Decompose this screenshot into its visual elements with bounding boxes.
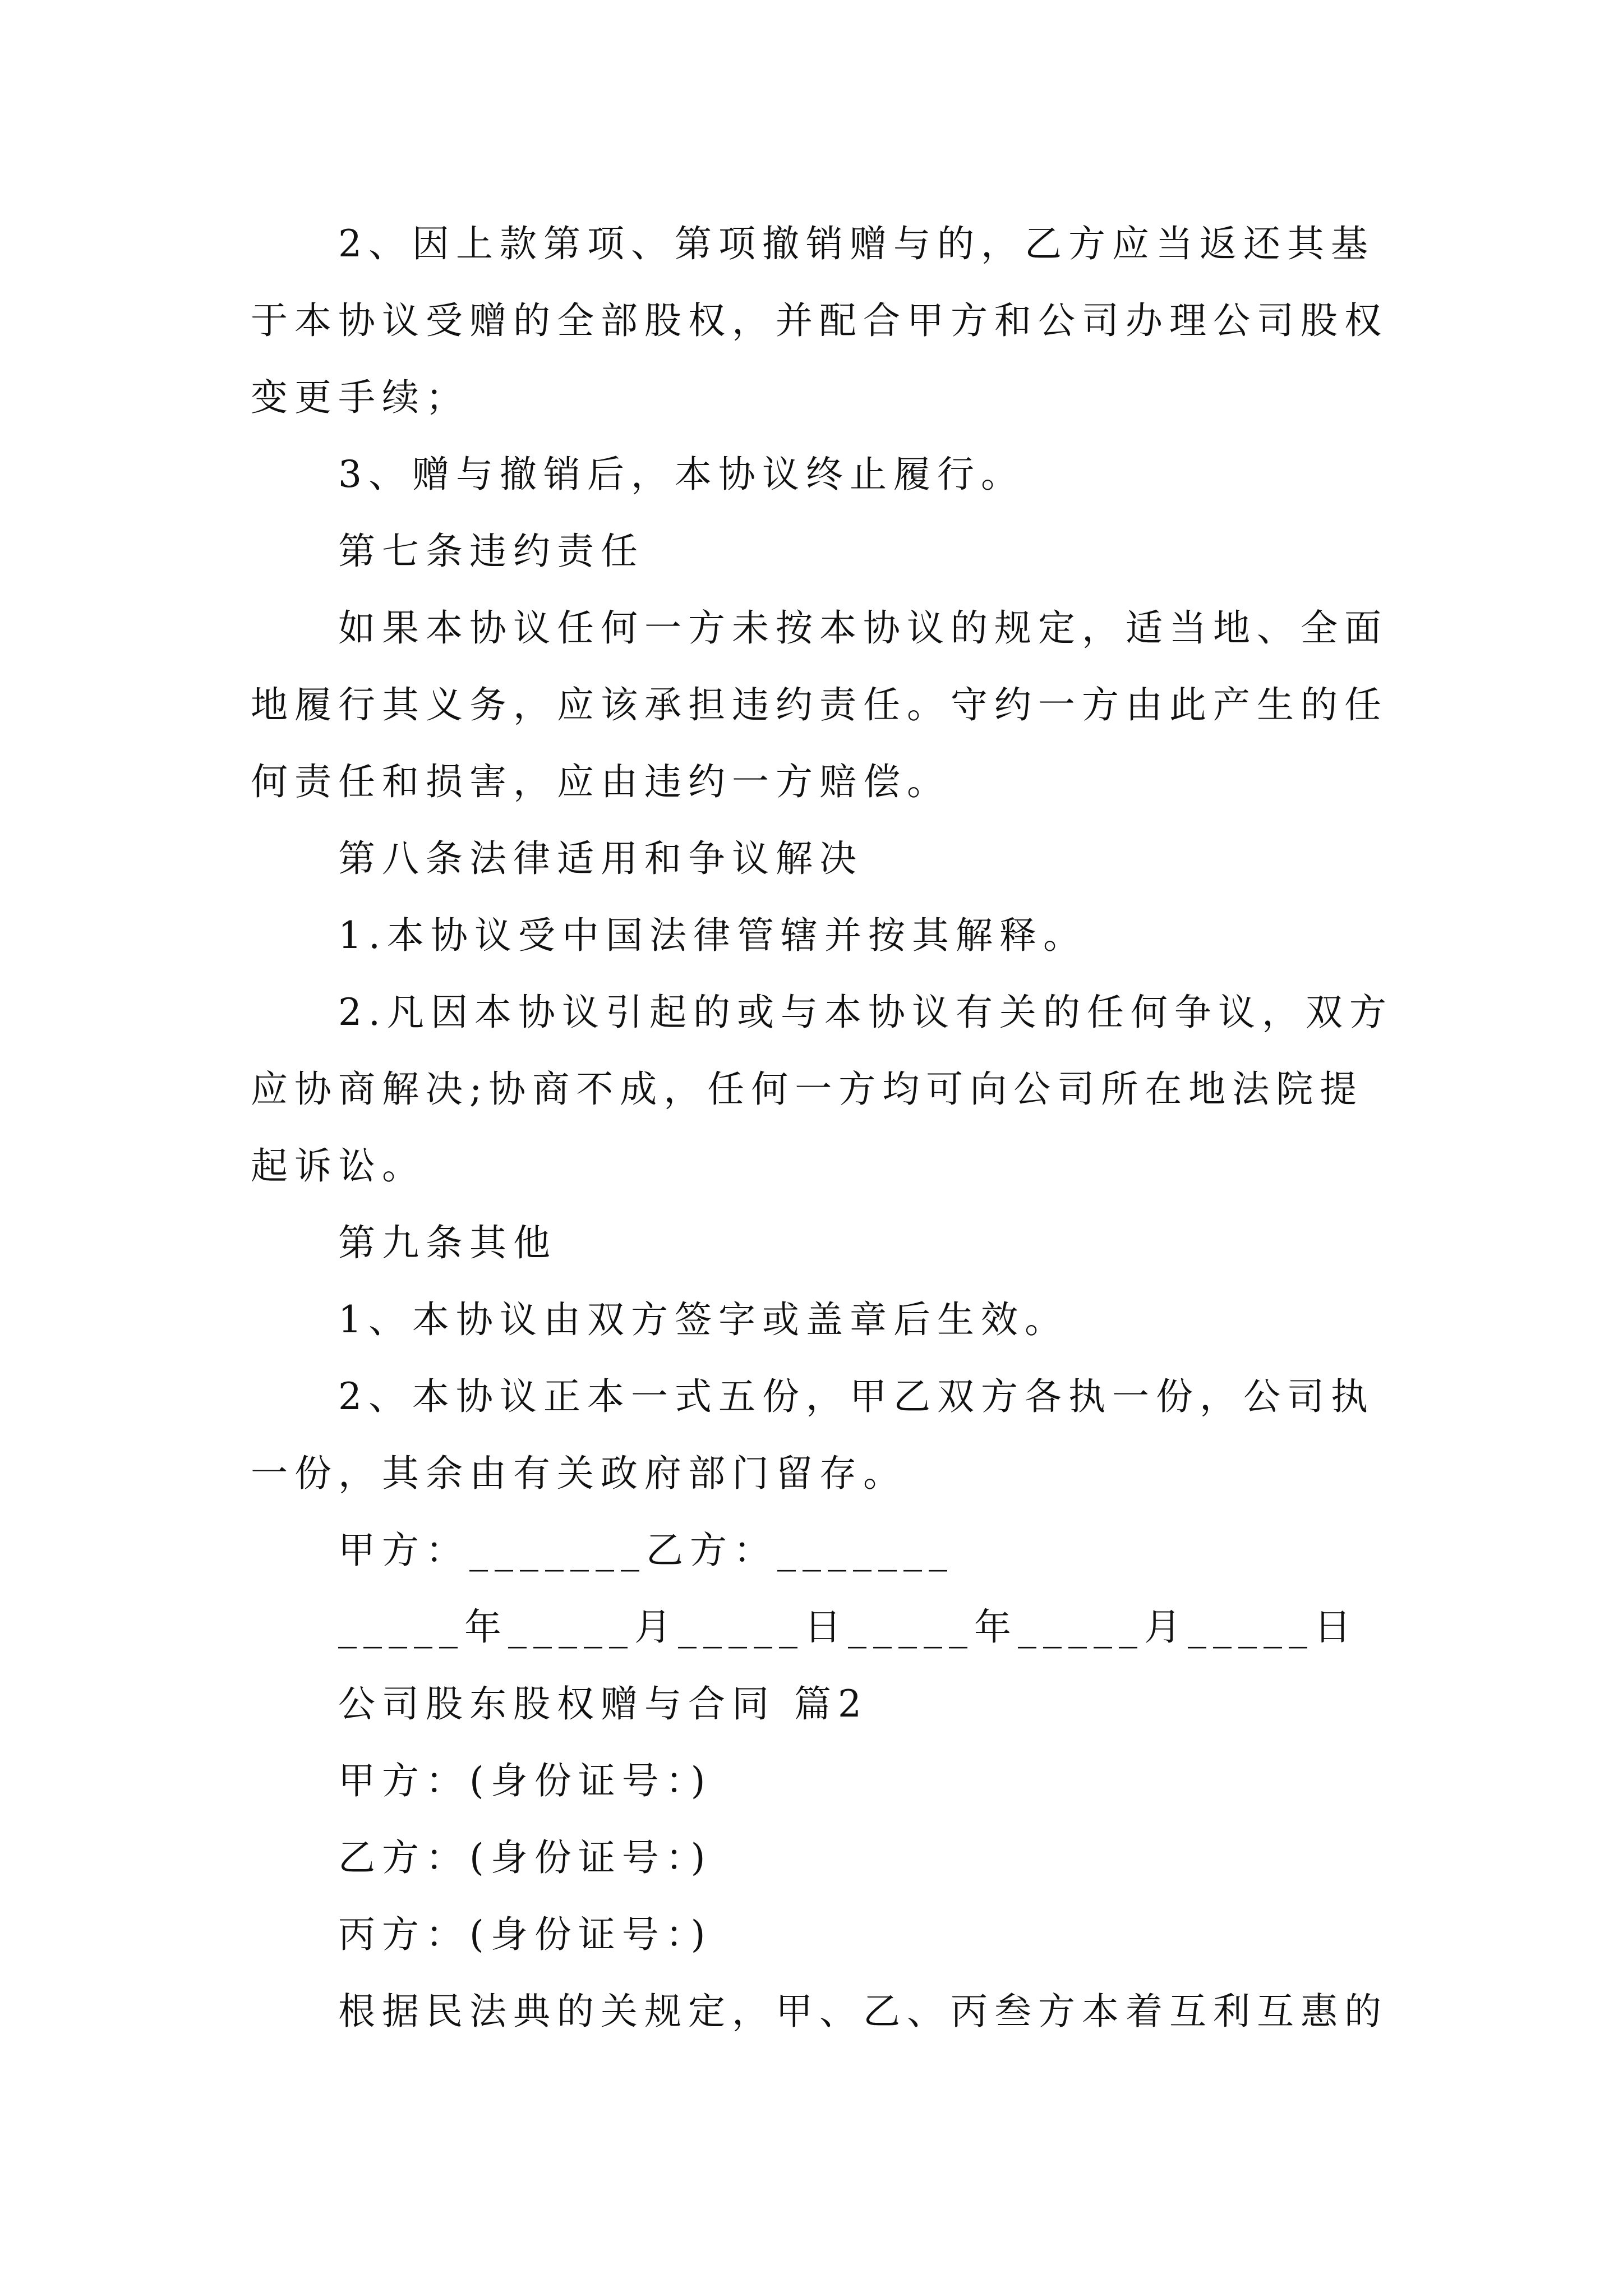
clause-item-line: 应协商解决;协商不成，任何一方均可向公司所在地法院提 [251, 1068, 1364, 1111]
section-heading: 第七条违约责任 [338, 530, 644, 573]
clause-item-line: 3、赠与撤销后，本协议终止履行。 [338, 453, 1025, 496]
contract-title: 公司股东股权赠与合同 篇2 [338, 1682, 868, 1726]
clause-item-line: 1.本协议受中国法律管辖并按其解释。 [338, 914, 1087, 957]
clause-item-line: 2、因上款第项、第项撤销赠与的，乙方应当返还其基 [338, 222, 1375, 265]
document-body [251, 205, 1395, 2050]
clause-text-line: 何责任和损害，应由违约一方赔偿。 [251, 760, 951, 803]
clause-text-line: 如果本协议任何一方未按本协议的规定，适当地、全面 [338, 606, 1388, 650]
clause-item-line: 于本协议受赠的全部股权，并配合甲方和公司办理公司股权 [251, 299, 1388, 342]
clause-item-line: 1、本协议由双方签字或盖章后生效。 [338, 1298, 1068, 1341]
section-heading: 第九条其他 [338, 1221, 557, 1264]
date-line: _____年_____月_____日_____年_____月_____日 [338, 1605, 1358, 1649]
party-line: 丙方：(身份证号：) [338, 1913, 712, 1956]
clause-item-line: 2.凡因本协议引起的或与本协议有关的任何争议，双方 [338, 991, 1393, 1034]
preamble-line: 根据民法典的关规定，甲、乙、丙叁方本着互利互惠的 [338, 1990, 1388, 2033]
clause-item-line: 一份，其余由有关政府部门留存。 [251, 1452, 907, 1495]
signature-line: 甲方：_______乙方：_______ [338, 1529, 954, 1572]
clause-item-line: 2、本协议正本一式五份，甲乙双方各执一份，公司执 [338, 1375, 1375, 1418]
party-line: 乙方：(身份证号：) [338, 1836, 712, 1879]
party-line: 甲方：(身份证号：) [338, 1759, 712, 1802]
clause-item-line: 变更手续； [251, 376, 469, 419]
section-heading: 第八条法律适用和争议解决 [338, 837, 863, 880]
clause-item-line: 起诉讼。 [251, 1144, 426, 1188]
clause-text-line: 地履行其义务，应该承担违约责任。守约一方由此产生的任 [251, 683, 1388, 726]
